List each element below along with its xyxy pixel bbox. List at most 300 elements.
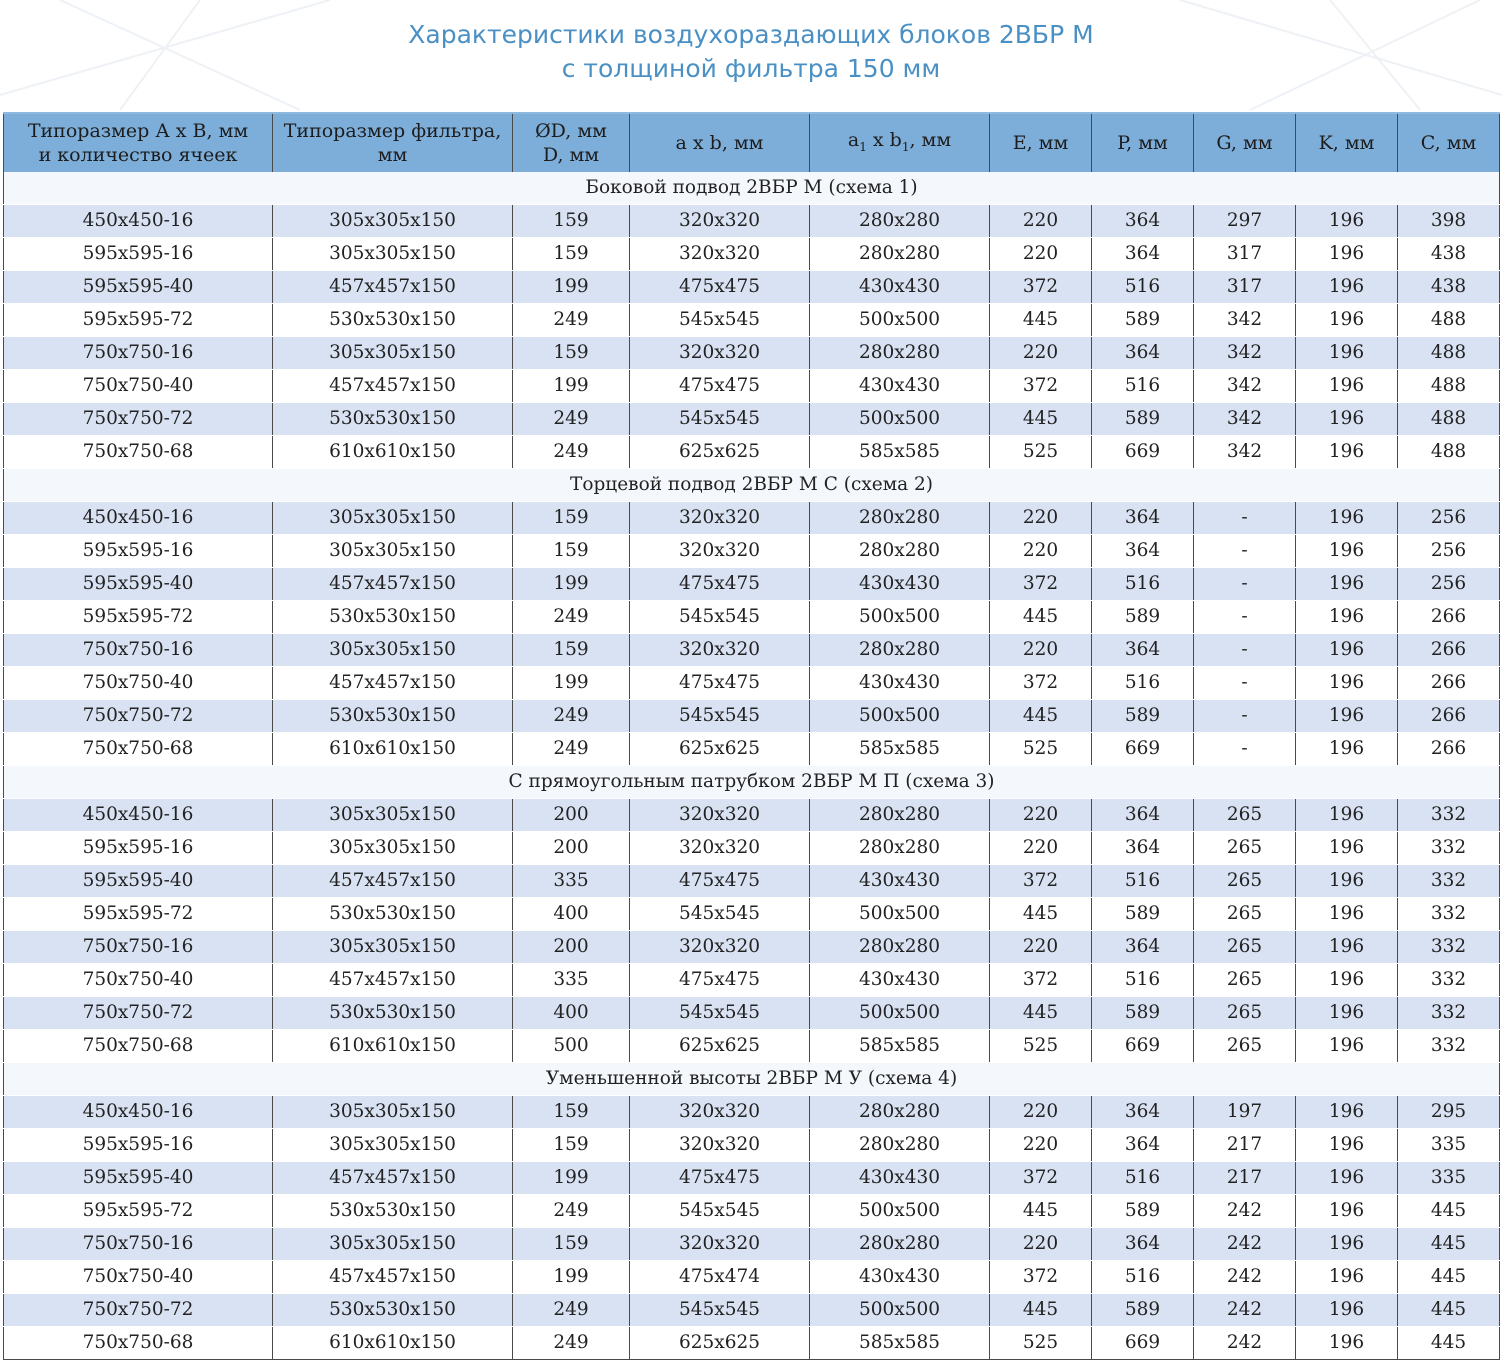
table-cell: 196 xyxy=(1296,1096,1398,1129)
table-cell: 220 xyxy=(990,634,1092,667)
section-title: С прямоугольным патрубком 2ВБР М П (схема 3) xyxy=(4,766,1500,799)
table-cell: 750х750-68 xyxy=(4,436,273,469)
table-cell: 500 xyxy=(513,1030,630,1063)
table-cell: 457х457х150 xyxy=(273,1261,513,1294)
table-cell: 530х530х150 xyxy=(273,403,513,436)
table-row xyxy=(4,832,1500,865)
table-row xyxy=(4,1096,1500,1129)
table-cell: 266 xyxy=(1398,634,1500,667)
table-cell: 457х457х150 xyxy=(273,568,513,601)
table-cell: 280х280 xyxy=(810,832,990,865)
table-cell: 430х430 xyxy=(810,370,990,403)
table-cell: 488 xyxy=(1398,337,1500,370)
table-cell: 159 xyxy=(513,535,630,568)
header-c: C, мм xyxy=(1398,113,1500,172)
table-cell: 585х585 xyxy=(810,1327,990,1360)
table-cell: 457х457х150 xyxy=(273,271,513,304)
table-row xyxy=(4,238,1500,271)
table-cell: 305х305х150 xyxy=(273,502,513,535)
specs-table xyxy=(3,112,1500,1360)
table-cell: 280х280 xyxy=(810,535,990,568)
table-cell: 364 xyxy=(1092,238,1194,271)
table-cell: 450х450-16 xyxy=(4,205,273,238)
table-row xyxy=(4,601,1500,634)
table-cell: 500х500 xyxy=(810,403,990,436)
table-cell: 589 xyxy=(1092,700,1194,733)
header-size-count: Типоразмер А х В, мм и количество ячеек xyxy=(4,113,273,172)
table-cell: 280х280 xyxy=(810,799,990,832)
table-cell: 256 xyxy=(1398,568,1500,601)
table-cell: 159 xyxy=(513,1129,630,1162)
table-cell: 220 xyxy=(990,931,1092,964)
table-cell: 595х595-40 xyxy=(4,865,273,898)
table-cell: 750х750-40 xyxy=(4,964,273,997)
table-cell: 320х320 xyxy=(630,1228,810,1261)
table-row xyxy=(4,733,1500,766)
section-row xyxy=(4,1063,1500,1096)
table-cell: 589 xyxy=(1092,1294,1194,1327)
table-cell: 242 xyxy=(1194,1228,1296,1261)
table-cell: 488 xyxy=(1398,436,1500,469)
table-cell: 457х457х150 xyxy=(273,964,513,997)
table-cell: 475х475 xyxy=(630,271,810,304)
table-cell: 669 xyxy=(1092,436,1194,469)
table-cell: 159 xyxy=(513,337,630,370)
section-row xyxy=(4,766,1500,799)
table-row xyxy=(4,1129,1500,1162)
table-cell: 530х530х150 xyxy=(273,700,513,733)
table-cell: 372 xyxy=(990,865,1092,898)
section-title: Уменьшенной высоты 2ВБР М У (схема 4) xyxy=(4,1063,1500,1096)
table-cell: 595х595-72 xyxy=(4,601,273,634)
table-cell: 196 xyxy=(1296,733,1398,766)
table-cell: 530х530х150 xyxy=(273,1294,513,1327)
table-cell: 199 xyxy=(513,1162,630,1195)
table-cell: 525 xyxy=(990,1327,1092,1360)
table-cell: 196 xyxy=(1296,964,1398,997)
table-cell: 364 xyxy=(1092,205,1194,238)
table-cell: 545х545 xyxy=(630,1195,810,1228)
table-cell: 364 xyxy=(1092,1228,1194,1261)
table-cell: 525 xyxy=(990,436,1092,469)
table-cell: 488 xyxy=(1398,403,1500,436)
table-body xyxy=(4,172,1500,1360)
table-cell: 589 xyxy=(1092,601,1194,634)
table-cell: 750х750-16 xyxy=(4,634,273,667)
table-cell: 320х320 xyxy=(630,931,810,964)
table-cell: 516 xyxy=(1092,667,1194,700)
table-cell: 196 xyxy=(1296,1129,1398,1162)
table-cell: 342 xyxy=(1194,337,1296,370)
table-row xyxy=(4,700,1500,733)
table-cell: 595х595-40 xyxy=(4,1162,273,1195)
table-row xyxy=(4,1228,1500,1261)
table-row xyxy=(4,634,1500,667)
table-cell: 445 xyxy=(990,601,1092,634)
table-cell: 545х545 xyxy=(630,1294,810,1327)
table-cell: 266 xyxy=(1398,733,1500,766)
table-row xyxy=(4,1195,1500,1228)
table-cell: 585х585 xyxy=(810,733,990,766)
table-cell: 265 xyxy=(1194,1030,1296,1063)
table-cell: 220 xyxy=(990,1129,1092,1162)
table-cell: 372 xyxy=(990,1162,1092,1195)
table-cell: 475х475 xyxy=(630,964,810,997)
table-cell: 750х750-40 xyxy=(4,1261,273,1294)
table-row xyxy=(4,535,1500,568)
table-cell: 450х450-16 xyxy=(4,1096,273,1129)
table-cell: 364 xyxy=(1092,502,1194,535)
table-row xyxy=(4,898,1500,931)
table-cell: 516 xyxy=(1092,865,1194,898)
table-cell: 750х750-16 xyxy=(4,337,273,370)
table-cell: 332 xyxy=(1398,832,1500,865)
table-cell: 332 xyxy=(1398,1030,1500,1063)
table-cell: 750х750-72 xyxy=(4,997,273,1030)
table-cell: 220 xyxy=(990,535,1092,568)
header-diameter: ØD, мм D, мм xyxy=(513,113,630,172)
table-cell: 500х500 xyxy=(810,898,990,931)
table-cell: 196 xyxy=(1296,238,1398,271)
table-cell: 488 xyxy=(1398,304,1500,337)
table-cell: 364 xyxy=(1092,799,1194,832)
section-row xyxy=(4,172,1500,205)
table-cell: 196 xyxy=(1296,1327,1398,1360)
table-cell: 457х457х150 xyxy=(273,865,513,898)
table-cell: 750х750-72 xyxy=(4,403,273,436)
table-cell: 457х457х150 xyxy=(273,1162,513,1195)
table-cell: 196 xyxy=(1296,568,1398,601)
table-cell: 595х595-72 xyxy=(4,898,273,931)
table-cell: 265 xyxy=(1194,865,1296,898)
table-cell: 475х475 xyxy=(630,1162,810,1195)
table-cell: 545х545 xyxy=(630,997,810,1030)
table-row xyxy=(4,931,1500,964)
table-cell: - xyxy=(1194,502,1296,535)
table-cell: 320х320 xyxy=(630,535,810,568)
table-cell: 545х545 xyxy=(630,700,810,733)
table-cell: 364 xyxy=(1092,634,1194,667)
table-header-row xyxy=(4,113,1500,172)
table-cell: 500х500 xyxy=(810,601,990,634)
table-cell: 525 xyxy=(990,1030,1092,1063)
table-cell: 196 xyxy=(1296,1261,1398,1294)
section-title: Боковой подвод 2ВБР М (схема 1) xyxy=(4,172,1500,205)
header-e: E, мм xyxy=(990,113,1092,172)
table-cell: 438 xyxy=(1398,238,1500,271)
table-cell: 317 xyxy=(1194,271,1296,304)
table-cell: 280х280 xyxy=(810,1096,990,1129)
table-cell: 196 xyxy=(1296,370,1398,403)
table-cell: 445 xyxy=(990,304,1092,337)
table-row xyxy=(4,1261,1500,1294)
table-cell: 220 xyxy=(990,337,1092,370)
table-cell: 595х595-40 xyxy=(4,271,273,304)
table-cell: 530х530х150 xyxy=(273,1195,513,1228)
table-cell: 196 xyxy=(1296,667,1398,700)
table-cell: 220 xyxy=(990,799,1092,832)
table-cell: 364 xyxy=(1092,1129,1194,1162)
table-cell: 530х530х150 xyxy=(273,304,513,337)
table-cell: - xyxy=(1194,667,1296,700)
table-cell: 450х450-16 xyxy=(4,799,273,832)
table-cell: 430х430 xyxy=(810,667,990,700)
table-cell: 297 xyxy=(1194,205,1296,238)
table-cell: 475х475 xyxy=(630,568,810,601)
table-cell: 320х320 xyxy=(630,832,810,865)
table-cell: 372 xyxy=(990,667,1092,700)
section-row xyxy=(4,469,1500,502)
table-cell: 372 xyxy=(990,271,1092,304)
table-cell: 220 xyxy=(990,1096,1092,1129)
table-cell: 196 xyxy=(1296,1195,1398,1228)
table-cell: 450х450-16 xyxy=(4,502,273,535)
header-a1xb1: $a_1$ x $b_1$, мм xyxy=(810,113,990,172)
table-cell: 595х595-16 xyxy=(4,1129,273,1162)
table-cell: 242 xyxy=(1194,1261,1296,1294)
table-cell: - xyxy=(1194,568,1296,601)
table-cell: 196 xyxy=(1296,634,1398,667)
table-cell: 249 xyxy=(513,436,630,469)
table-cell: 220 xyxy=(990,502,1092,535)
table-row xyxy=(4,205,1500,238)
table-cell: 320х320 xyxy=(630,337,810,370)
table-cell: 475х475 xyxy=(630,667,810,700)
table-cell: 159 xyxy=(513,634,630,667)
table-cell: 400 xyxy=(513,898,630,931)
table-cell: 196 xyxy=(1296,205,1398,238)
table-cell: 242 xyxy=(1194,1294,1296,1327)
table-cell: 332 xyxy=(1398,964,1500,997)
table-cell: 335 xyxy=(1398,1129,1500,1162)
table-cell: 320х320 xyxy=(630,238,810,271)
table-cell: 249 xyxy=(513,403,630,436)
table-cell: 256 xyxy=(1398,502,1500,535)
table-cell: 545х545 xyxy=(630,304,810,337)
table-cell: 332 xyxy=(1398,799,1500,832)
table-cell: 625х625 xyxy=(630,733,810,766)
table-cell: 265 xyxy=(1194,931,1296,964)
table-cell: 750х750-16 xyxy=(4,931,273,964)
table-cell: 364 xyxy=(1092,535,1194,568)
table-cell: 242 xyxy=(1194,1195,1296,1228)
table-cell: 585х585 xyxy=(810,1030,990,1063)
table-cell: 750х750-16 xyxy=(4,1228,273,1261)
table-cell: 589 xyxy=(1092,403,1194,436)
table-cell: 196 xyxy=(1296,403,1398,436)
table-cell: 217 xyxy=(1194,1162,1296,1195)
table-cell: 589 xyxy=(1092,304,1194,337)
table-cell: 317 xyxy=(1194,238,1296,271)
table-cell: 305х305х150 xyxy=(273,1096,513,1129)
table-row xyxy=(4,568,1500,601)
table-cell: 320х320 xyxy=(630,634,810,667)
table-cell: 457х457х150 xyxy=(273,667,513,700)
table-cell: 400 xyxy=(513,997,630,1030)
section-title: Торцевой подвод 2ВБР М С (схема 2) xyxy=(4,469,1500,502)
table-cell: 305х305х150 xyxy=(273,205,513,238)
table-cell: 625х625 xyxy=(630,1030,810,1063)
table-cell: 266 xyxy=(1398,601,1500,634)
table-cell: 196 xyxy=(1296,1228,1398,1261)
table-row xyxy=(4,1294,1500,1327)
table-cell: 475х475 xyxy=(630,370,810,403)
table-cell: 500х500 xyxy=(810,1195,990,1228)
table-cell: 445 xyxy=(990,898,1092,931)
table-cell: 545х545 xyxy=(630,898,810,931)
table-cell: 595х595-16 xyxy=(4,832,273,865)
header-filter-size: Типоразмер фильтра, мм xyxy=(273,113,513,172)
table-cell: 196 xyxy=(1296,1294,1398,1327)
table-cell: 445 xyxy=(1398,1261,1500,1294)
table-cell: 199 xyxy=(513,568,630,601)
table-cell: 364 xyxy=(1092,931,1194,964)
table-cell: 595х595-16 xyxy=(4,535,273,568)
table-cell: 430х430 xyxy=(810,964,990,997)
table-cell: 320х320 xyxy=(630,1129,810,1162)
table-cell: 305х305х150 xyxy=(273,832,513,865)
table-cell: 196 xyxy=(1296,502,1398,535)
table-cell: 220 xyxy=(990,205,1092,238)
table-cell: 457х457х150 xyxy=(273,370,513,403)
table-cell: 500х500 xyxy=(810,700,990,733)
table-cell: 750х750-40 xyxy=(4,370,273,403)
table-cell: 445 xyxy=(990,1195,1092,1228)
table-cell: 320х320 xyxy=(630,799,810,832)
table-cell: 305х305х150 xyxy=(273,931,513,964)
table-cell: 159 xyxy=(513,238,630,271)
table-cell: 332 xyxy=(1398,865,1500,898)
table-cell: 265 xyxy=(1194,997,1296,1030)
table-cell: 430х430 xyxy=(810,568,990,601)
table-cell: 595х595-72 xyxy=(4,304,273,337)
table-cell: 265 xyxy=(1194,799,1296,832)
table-cell: 196 xyxy=(1296,799,1398,832)
table-cell: 372 xyxy=(990,370,1092,403)
page-title xyxy=(0,18,1502,86)
table-cell: 516 xyxy=(1092,1162,1194,1195)
table-cell: 488 xyxy=(1398,370,1500,403)
table-cell: 445 xyxy=(990,1294,1092,1327)
table-cell: 199 xyxy=(513,370,630,403)
table-cell: 200 xyxy=(513,931,630,964)
table-cell: 516 xyxy=(1092,568,1194,601)
table-cell: 280х280 xyxy=(810,634,990,667)
table-cell: 196 xyxy=(1296,700,1398,733)
table-cell: 280х280 xyxy=(810,205,990,238)
table-cell: 249 xyxy=(513,1294,630,1327)
table-cell: 430х430 xyxy=(810,1162,990,1195)
table-cell: 372 xyxy=(990,964,1092,997)
table-cell: 530х530х150 xyxy=(273,997,513,1030)
title-line-2: с толщиной фильтра 150 мм xyxy=(561,54,941,83)
table-cell: 445 xyxy=(1398,1195,1500,1228)
table-cell: 500х500 xyxy=(810,304,990,337)
table-cell: 750х750-40 xyxy=(4,667,273,700)
table-cell: 305х305х150 xyxy=(273,1228,513,1261)
table-cell: 750х750-68 xyxy=(4,1030,273,1063)
table-cell: 438 xyxy=(1398,271,1500,304)
table-row xyxy=(4,964,1500,997)
table-cell: 342 xyxy=(1194,403,1296,436)
table-cell: 280х280 xyxy=(810,238,990,271)
table-cell: 589 xyxy=(1092,997,1194,1030)
table-row xyxy=(4,337,1500,370)
table-row xyxy=(4,271,1500,304)
table-cell: 516 xyxy=(1092,271,1194,304)
table-cell: 595х595-40 xyxy=(4,568,273,601)
table-cell: 256 xyxy=(1398,535,1500,568)
table-cell: 295 xyxy=(1398,1096,1500,1129)
table-cell: 199 xyxy=(513,1261,630,1294)
table-row xyxy=(4,667,1500,700)
table-cell: 196 xyxy=(1296,535,1398,568)
table-cell: 197 xyxy=(1194,1096,1296,1129)
table-cell: 595х595-72 xyxy=(4,1195,273,1228)
table-cell: 280х280 xyxy=(810,502,990,535)
table-cell: 249 xyxy=(513,1195,630,1228)
table-cell: 610х610х150 xyxy=(273,1030,513,1063)
table-cell: 199 xyxy=(513,667,630,700)
table-cell: - xyxy=(1194,601,1296,634)
table-cell: 610х610х150 xyxy=(273,733,513,766)
table-cell: 669 xyxy=(1092,1327,1194,1360)
table-cell: 305х305х150 xyxy=(273,634,513,667)
table-cell: 610х610х150 xyxy=(273,436,513,469)
table-cell: 265 xyxy=(1194,964,1296,997)
table-cell: 249 xyxy=(513,601,630,634)
table-cell: 266 xyxy=(1398,700,1500,733)
table-cell: 305х305х150 xyxy=(273,799,513,832)
table-cell: 305х305х150 xyxy=(273,337,513,370)
table-row xyxy=(4,1030,1500,1063)
table-cell: 320х320 xyxy=(630,502,810,535)
table-cell: - xyxy=(1194,535,1296,568)
table-cell: 196 xyxy=(1296,832,1398,865)
table-row xyxy=(4,1327,1500,1360)
table-cell: 516 xyxy=(1092,370,1194,403)
table-cell: 430х430 xyxy=(810,865,990,898)
table-cell: 196 xyxy=(1296,1030,1398,1063)
table-cell: 280х280 xyxy=(810,337,990,370)
table-cell: 589 xyxy=(1092,898,1194,931)
table-cell: 625х625 xyxy=(630,436,810,469)
table-cell: 625х625 xyxy=(630,1327,810,1360)
table-cell: 332 xyxy=(1398,931,1500,964)
table-cell: 342 xyxy=(1194,304,1296,337)
table-cell: 595х595-16 xyxy=(4,238,273,271)
table-cell: 332 xyxy=(1398,898,1500,931)
table-cell: 196 xyxy=(1296,898,1398,931)
table-cell: 530х530х150 xyxy=(273,601,513,634)
table-cell: 249 xyxy=(513,1327,630,1360)
table-row xyxy=(4,304,1500,337)
table-cell: 266 xyxy=(1398,667,1500,700)
table-cell: 445 xyxy=(990,403,1092,436)
header-axb: a x b, мм xyxy=(630,113,810,172)
table-row xyxy=(4,1162,1500,1195)
table-cell: 200 xyxy=(513,799,630,832)
table-cell: 159 xyxy=(513,205,630,238)
table-cell: 196 xyxy=(1296,304,1398,337)
table-cell: - xyxy=(1194,634,1296,667)
table-cell: 750х750-72 xyxy=(4,1294,273,1327)
table-cell: 669 xyxy=(1092,733,1194,766)
table-cell: 445 xyxy=(990,700,1092,733)
table-row xyxy=(4,403,1500,436)
table-cell: 364 xyxy=(1092,1096,1194,1129)
table-cell: 445 xyxy=(1398,1327,1500,1360)
